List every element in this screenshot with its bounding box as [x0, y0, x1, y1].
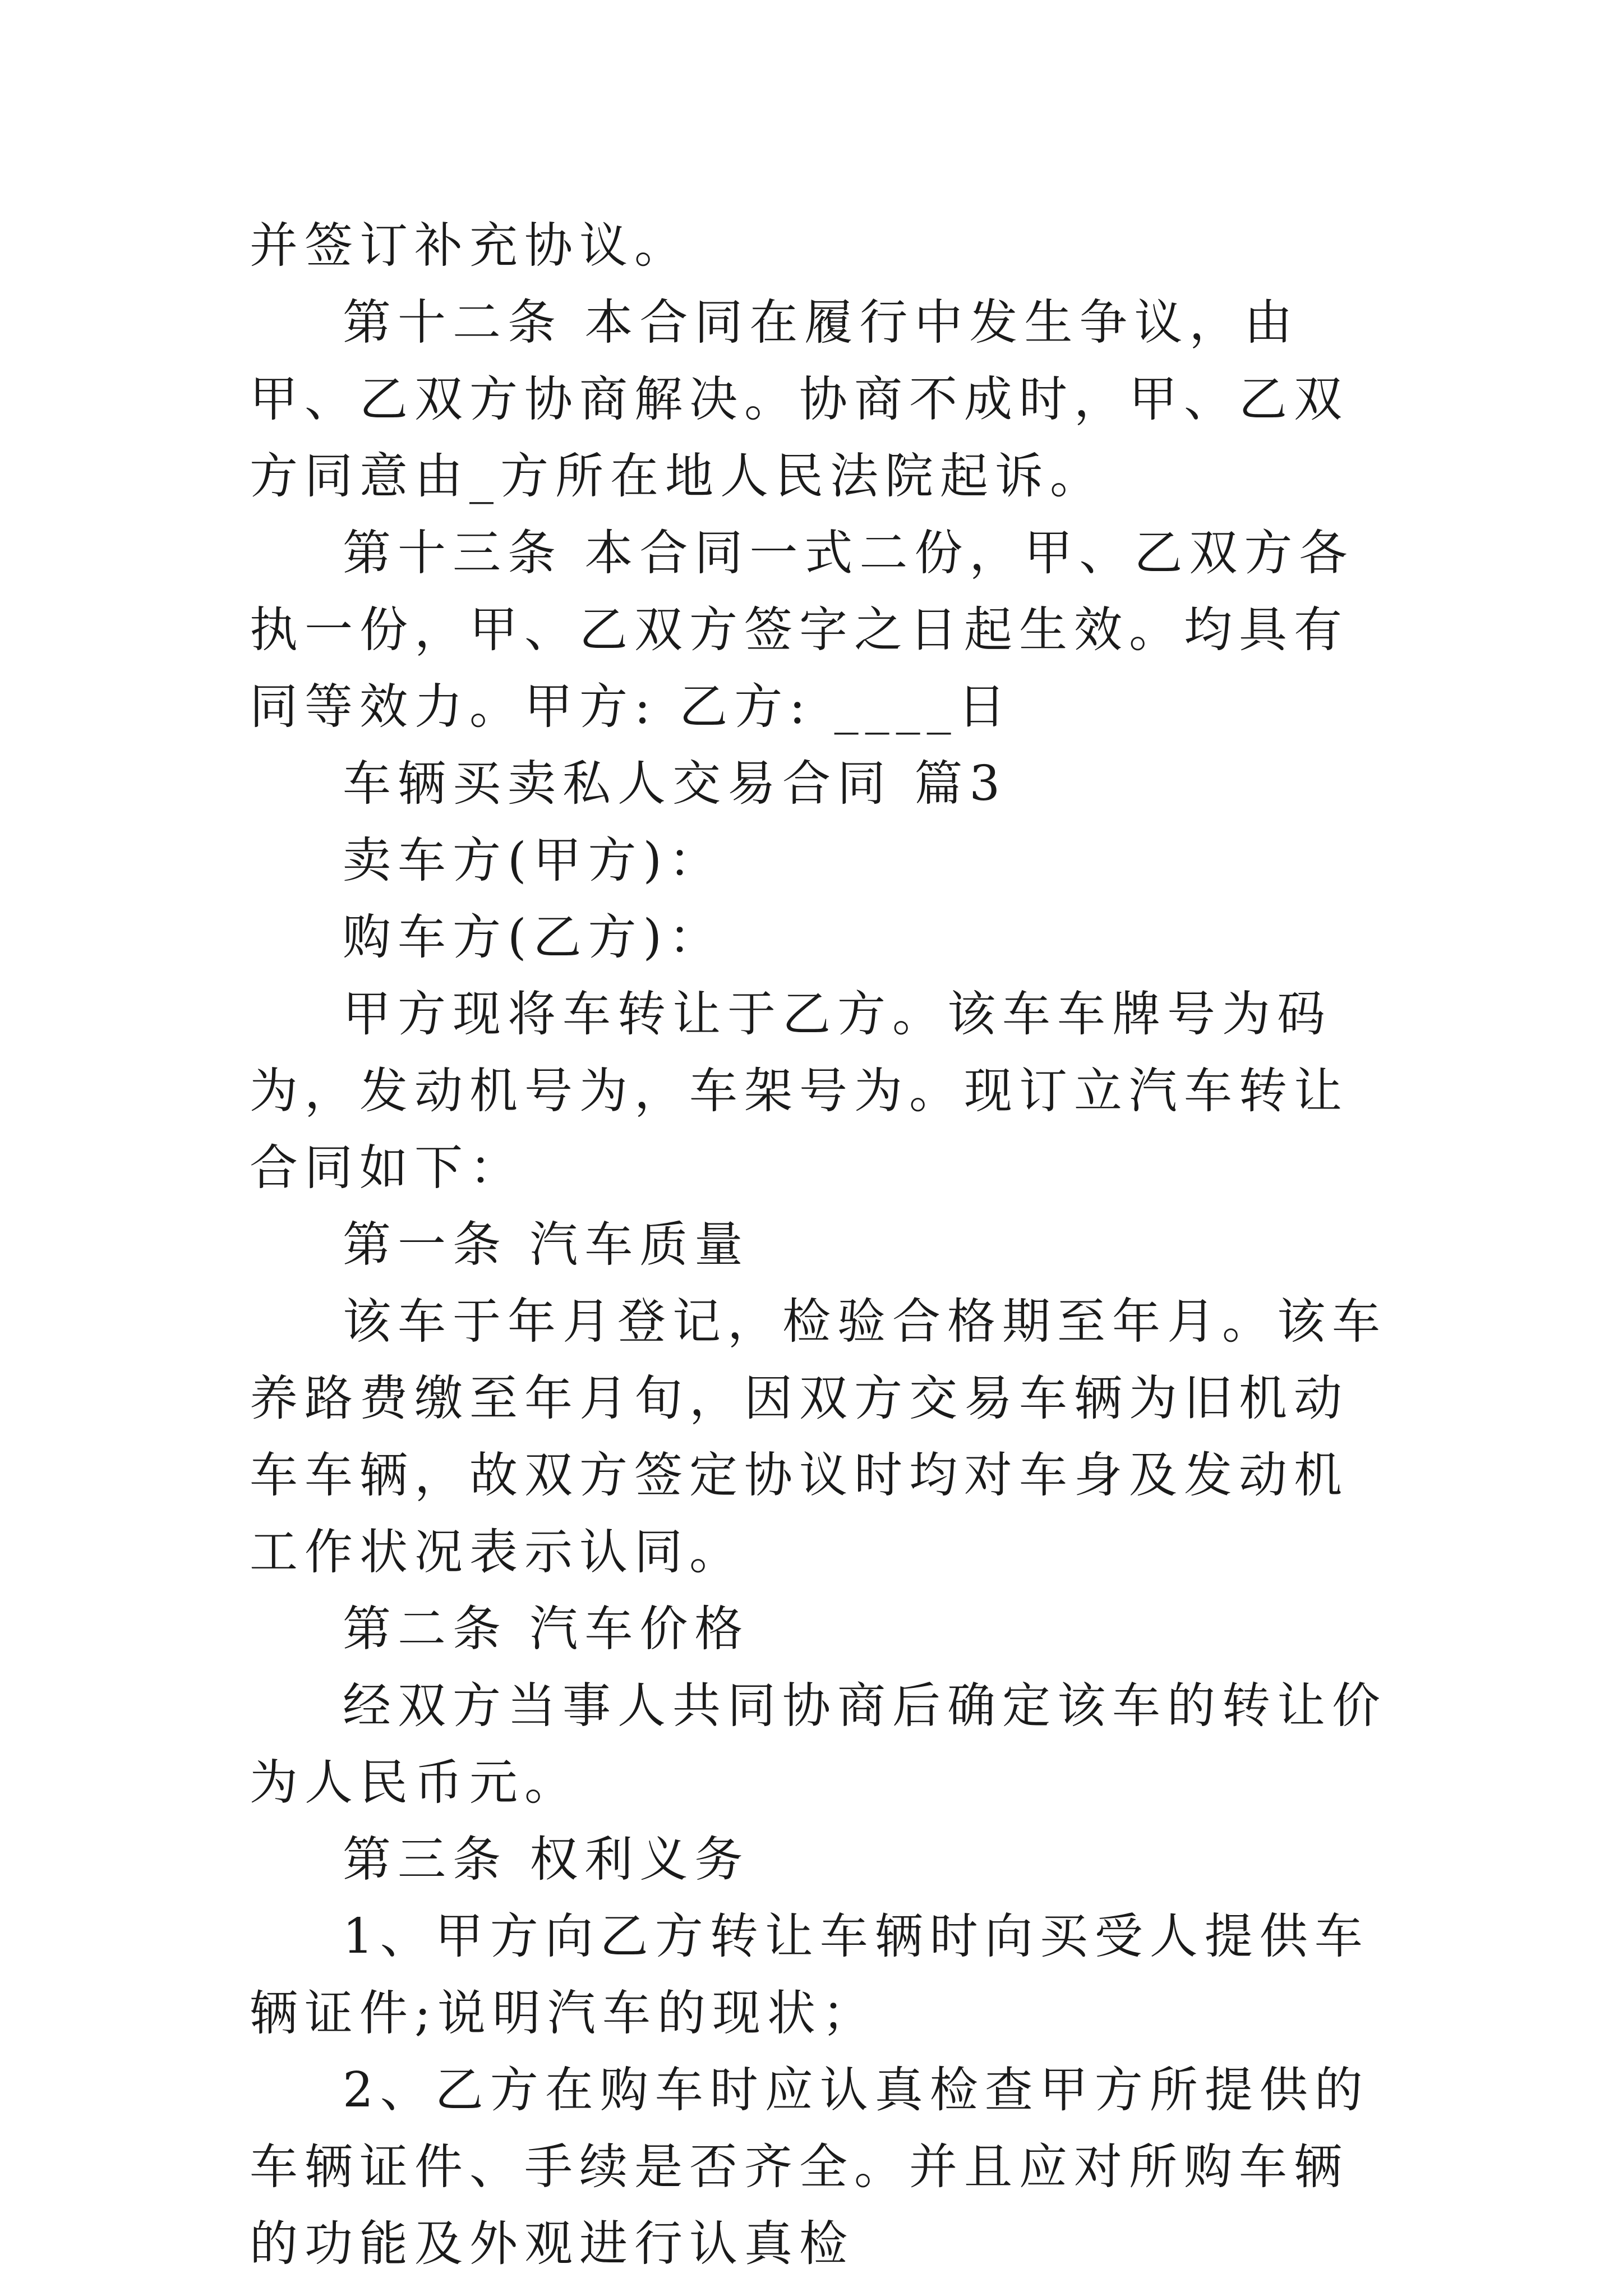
paragraph-article-1: 该车于年月登记，检验合格期至年月。该车养路费缴至年月旬，因双方交易车辆为旧机动车车辆，故双方签定协议时均对车身及发动机工作状况表示认同。 [250, 1294, 1387, 1580]
paragraph-continuation: 并签订补充协议。 [250, 218, 689, 274]
article-2-heading: 第二条 汽车价格 [343, 1601, 750, 1657]
paragraph-article-13: 第十三条 本合同一式二份，甲、乙双方各执一份，甲、乙双方签字之日起生效。均具有同等效力。甲方: 乙方: ____日 [250, 525, 1354, 735]
article-1-heading: 第一条 汽车质量 [343, 1217, 750, 1273]
paragraph-article-2: 经双方当事人共同协商后确定该车的转让价为人民币元。 [250, 1678, 1387, 1811]
buyer-line: 购车方(乙方)： [343, 909, 724, 965]
paragraph-intro: 甲方现将车转让于乙方。该车车牌号为码为，发动机号为，车架号为。现订立汽车转让合同如下： [250, 986, 1349, 1196]
paragraph-article-12: 第十二条 本合同在履行中发生争议，由甲、乙双方协商解决。协商不成时，甲、乙双方同意由_方所在地人民法院起诉。 [250, 295, 1349, 504]
paragraph-article-3-item-1: 1、甲方向乙方转让车辆时向买受人提供车辆证件;说明汽车的现状； [250, 1908, 1370, 2041]
paragraph-article-3-item-2: 2、乙方在购车时应认真检查甲方所提供的车辆证件、手续是否齐全。并且应对所购车辆的功能及外观进行认真检 [250, 2062, 1370, 2272]
seller-line: 卖车方(甲方)： [343, 832, 724, 889]
article-3-heading: 第三条 权利义务 [343, 1832, 750, 1888]
section-title: 车辆买卖私人交易合同 篇3 [343, 756, 1007, 812]
document-body [250, 208, 1399, 2283]
